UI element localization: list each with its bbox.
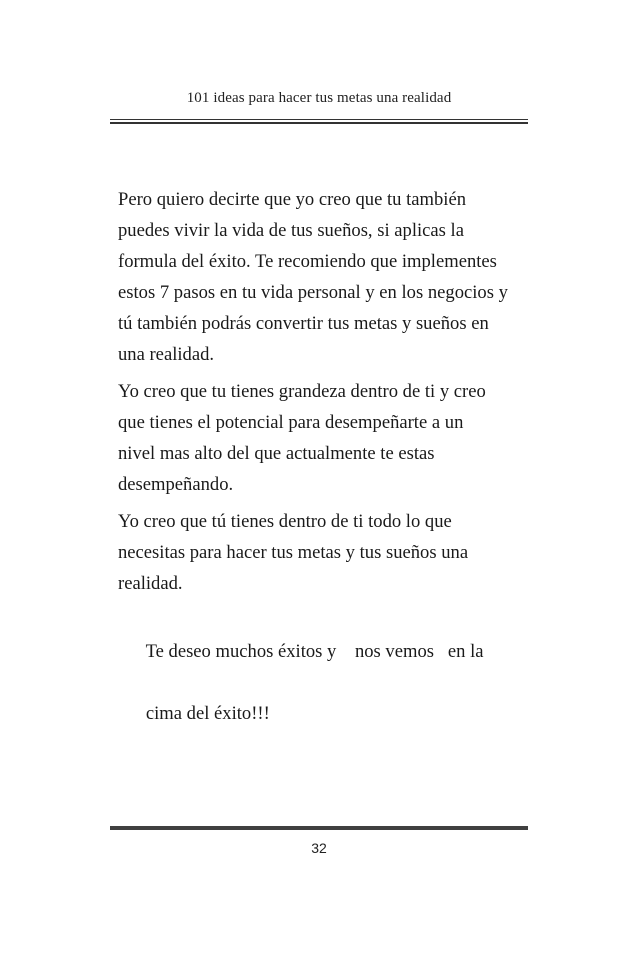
running-header: 101 ideas para hacer tus metas una realidad [186,90,452,106]
text-line: que tienes el potencial para desempeñarte a un [118,412,464,433]
text-line: puedes vivir la vida de tus sueños, si aplicas la [118,220,464,241]
paragraph [118,506,538,599]
paragraph [118,184,538,370]
text-line: cima del éxito!!! [145,703,270,724]
text-line: nivel mas alto del que actualmente te estas [118,443,435,464]
text-line: Yo creo que tu tienes grandeza dentro de ti y creo [118,381,486,402]
text-line: una realidad. [118,344,215,365]
body-text [118,184,538,766]
paragraph [118,605,538,760]
page-number: 32 [311,840,327,856]
footer-divider [110,826,528,830]
text-line: formula del éxito. Te recomiendo que implementes [118,251,497,272]
text-line: Te deseo muchos éxitos y nos vemos en la [145,641,484,662]
text-line: tú también podrás convertir tus metas y sueños en [118,313,489,334]
text-line: necesitas para hacer tus metas y tus sueños una [118,542,469,563]
text-line: realidad. [118,573,183,594]
text-line: estos 7 pasos en tu vida personal y en los negocios y [118,282,508,303]
paragraph [118,376,538,500]
text-line: Pero quiero decirte que yo creo que tu también [118,189,466,210]
text-line: desempeñando. [118,474,234,495]
header-divider [110,119,528,124]
text-line: Yo creo que tú tienes dentro de ti todo lo que [118,511,452,532]
